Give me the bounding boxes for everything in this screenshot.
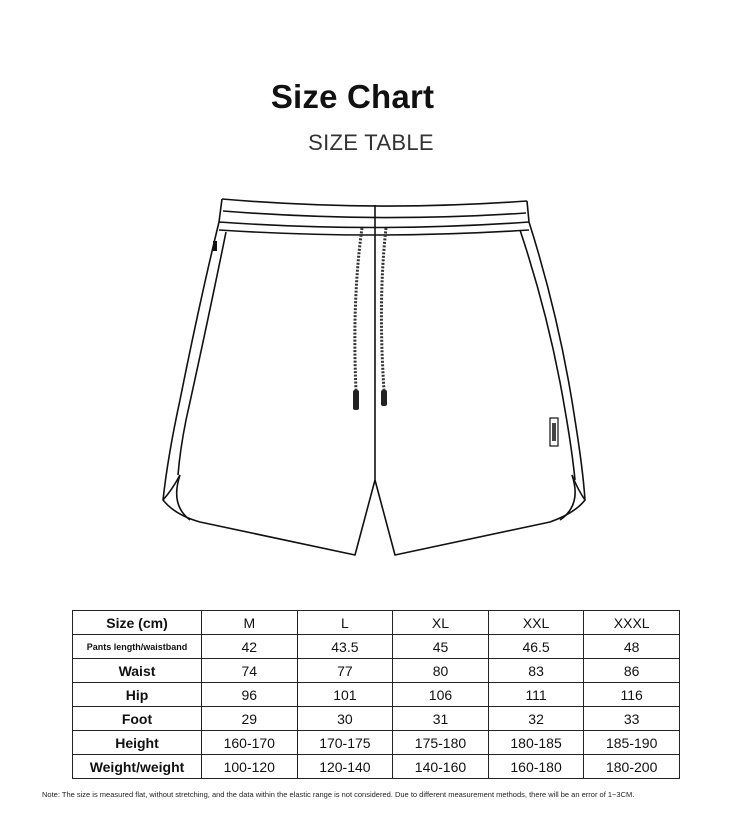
table-cell: 48 <box>584 635 680 659</box>
table-cell: 100-120 <box>202 755 298 779</box>
table-cell: 185-190 <box>584 731 680 755</box>
measurement-note: Note: The size is measured flat, without stretching, and the data within the elastic range is not considered. Due to different measurement methods, there will be an error of 1~3CM. <box>42 790 635 799</box>
table-cell: 101 <box>297 683 393 707</box>
row-label: Foot <box>73 707 202 731</box>
page-title: Size Chart <box>270 78 435 115</box>
table-header-cell: XXXL <box>584 611 680 635</box>
row-label: Waist <box>73 659 202 683</box>
table-cell: 106 <box>393 683 489 707</box>
table-cell: 140-160 <box>393 755 489 779</box>
table-cell: 80 <box>393 659 489 683</box>
table-row <box>73 683 680 707</box>
table-row <box>73 755 680 779</box>
table-cell: 77 <box>297 659 393 683</box>
page-subtitle: SIZE TABLE <box>308 130 434 155</box>
table-cell: 160-180 <box>488 755 584 779</box>
table-cell: 30 <box>297 707 393 731</box>
table-cell: 180-200 <box>584 755 680 779</box>
table-cell: 160-170 <box>202 731 298 755</box>
table-cell: 31 <box>393 707 489 731</box>
row-label: Weight/weight <box>73 755 202 779</box>
table-cell: 46.5 <box>488 635 584 659</box>
table-cell: 170-175 <box>297 731 393 755</box>
table-cell: 42 <box>202 635 298 659</box>
table-cell: 43.5 <box>297 635 393 659</box>
table-cell: 29 <box>202 707 298 731</box>
table-cell: 32 <box>488 707 584 731</box>
table-header-cell: L <box>297 611 393 635</box>
table-cell: 116 <box>584 683 680 707</box>
table-row <box>73 707 680 731</box>
table-cell: 111 <box>488 683 584 707</box>
table-row <box>73 659 680 683</box>
table-header-cell: Size (cm) <box>73 611 202 635</box>
table-cell: 175-180 <box>393 731 489 755</box>
table-cell: 96 <box>202 683 298 707</box>
table-cell: 180-185 <box>488 731 584 755</box>
table-row <box>73 731 680 755</box>
row-label: Height <box>73 731 202 755</box>
table-header-cell: XL <box>393 611 489 635</box>
table-cell: 86 <box>584 659 680 683</box>
table-cell: 120-140 <box>297 755 393 779</box>
table-cell: 74 <box>202 659 298 683</box>
size-table <box>72 610 680 779</box>
table-header-cell: M <box>202 611 298 635</box>
table-cell: 45 <box>393 635 489 659</box>
table-cell: 33 <box>584 707 680 731</box>
table-row <box>73 635 680 659</box>
table-cell: 83 <box>488 659 584 683</box>
row-label: Hip <box>73 683 202 707</box>
table-header-row <box>73 611 680 635</box>
shorts-illustration <box>150 190 600 570</box>
table-header-cell: XXL <box>488 611 584 635</box>
row-label: Pants length/waistband <box>73 635 202 659</box>
